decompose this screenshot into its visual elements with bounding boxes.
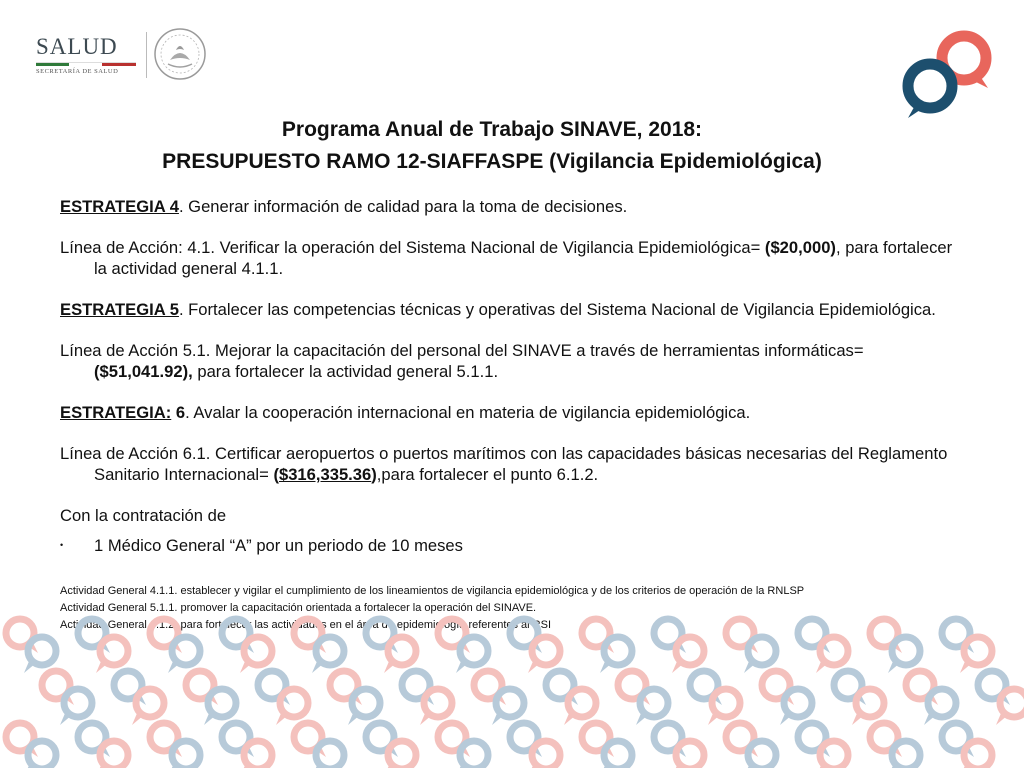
action-line-5-1-text: Línea de Acción 5.1. Mejorar la capacitación del personal del SINAVE a través de herramientas informáticas=	[60, 341, 864, 360]
action-line-4-1-tail: , para fortalecer la actividad general 4.1.1.	[94, 238, 953, 278]
main-content	[60, 196, 960, 634]
pattern-ring	[172, 741, 200, 768]
action-line-4-1-text: Línea de Acción: 4.1. Verificar la operación del Sistema Nacional de Vigilancia Epidemiológica=	[60, 238, 761, 257]
pattern-ring	[604, 741, 632, 768]
pattern-ring	[676, 741, 704, 768]
strategy-6	[60, 402, 960, 423]
pattern-ring	[244, 741, 272, 768]
action-line-6-1-text: Línea de Acción 6.1. Certificar aeropuertos o puertos marítimos con las capacidades básicas necesarias del Reglamento Sanitario Internacional=	[60, 444, 948, 484]
action-line-6-1-tail: ,para fortalecer el punto 6.1.2.	[376, 465, 599, 484]
action-line-4-1-amount: ($20,000)	[764, 238, 836, 257]
strategy-5-text: . Fortalecer las competencias técnicas y operativas del Sistema Nacional de Vigilancia Epidemiológica.	[178, 300, 936, 319]
brand-mark-icon	[896, 26, 1000, 122]
contract-item-text: 1 Médico General “A” por un periodo de 10 meses	[94, 536, 463, 555]
action-line-6-1-amount-open: (	[273, 465, 279, 484]
salud-logo	[36, 34, 136, 75]
logo-divider	[146, 32, 147, 78]
action-line-4-1	[60, 237, 960, 279]
strategy-4-text: . Generar información de calidad para la toma de decisiones.	[178, 197, 628, 216]
salud-brand-subtext: SECRETARÍA DE SALUD	[36, 68, 119, 75]
footnote-4-1-1: Actividad General 4.1.1. establecer y vigilar el cumplimiento de los lineamientos de vigilancia epidemiológica y de los criterios de operación de la RNLSP	[60, 585, 805, 597]
pattern-ring	[892, 741, 920, 768]
strategy-4-label: ESTRATEGIA 4	[60, 197, 179, 216]
strategy-6-label: ESTRATEGIA:	[60, 403, 172, 422]
strategy-6-number: 6	[175, 403, 186, 422]
action-line-6-1-amount: $316,335.36	[278, 465, 372, 484]
action-line-5-1-tail: para fortalecer la actividad general 5.1.1.	[197, 362, 499, 381]
contract-intro: Con la contratación de	[60, 506, 227, 525]
pattern-ring	[388, 741, 416, 768]
strategy-6-text: . Avalar la cooperación internacional en materia de vigilancia epidemiológica.	[185, 403, 751, 422]
salud-flag-line	[36, 62, 136, 66]
pattern-ring	[28, 741, 56, 768]
national-seal-icon	[152, 26, 208, 82]
bullet-icon: •	[60, 540, 64, 550]
pattern-ring	[316, 741, 344, 768]
salud-brand-text: SALUD	[36, 34, 118, 59]
action-line-5-1	[60, 340, 960, 382]
pattern-ring	[964, 741, 992, 768]
pattern-ring	[100, 741, 128, 768]
pattern-ring	[748, 741, 776, 768]
action-line-5-1-amount: ($51,041.92),	[94, 362, 193, 381]
decorative-footer-pattern	[0, 615, 1024, 768]
pattern-ring	[820, 741, 848, 768]
footnote-5-1-1: Actividad General 5.1.1. promover la capacitación orientada a fortalecer la operación del SINAVE.	[60, 602, 537, 614]
pattern-ring	[532, 741, 560, 768]
page-subtitle: PRESUPUESTO RAMO 12-SIAFFASPE (Vigilancia Epidemiológica)	[162, 150, 822, 173]
action-line-6-1-amount-close: )	[371, 465, 377, 484]
strategy-4	[60, 196, 960, 217]
footnote-6-1-2: Actividad General 6.1.2. para fortalecer las actividades en el área de epidemiología referentes al RSI	[60, 619, 552, 631]
contract-list-item	[60, 535, 960, 559]
strategy-5-label: ESTRATEGIA 5	[60, 300, 179, 319]
action-line-6-1	[60, 443, 960, 485]
strategy-5	[60, 299, 960, 320]
page-title: Programa Anual de Trabajo SINAVE, 2018:	[281, 118, 703, 141]
pattern-ring	[460, 741, 488, 768]
